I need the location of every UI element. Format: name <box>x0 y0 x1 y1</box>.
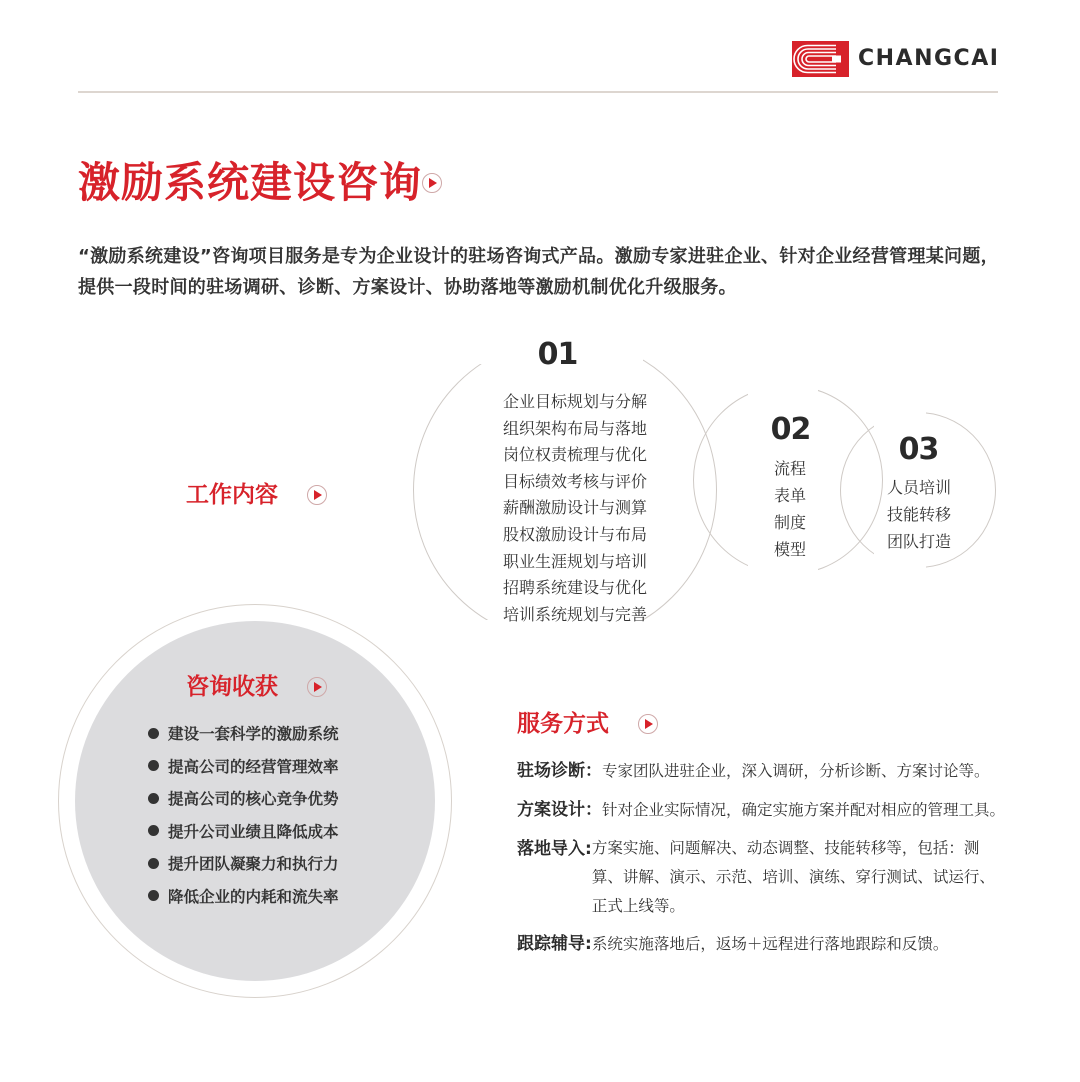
circle-number-03: 03 <box>898 432 939 467</box>
changcai-c-icon <box>792 41 849 77</box>
service-value: 针对企业实际情况，确定实施方案并配对相应的管理工具。 <box>602 801 1006 819</box>
bullet-icon <box>148 728 159 739</box>
list-item: 组织架构布局与落地 <box>502 418 647 438</box>
brand-logo-mark <box>792 41 849 77</box>
service-key: 落地导入: <box>517 839 592 859</box>
list-item: 团队打造 <box>886 532 951 551</box>
list-item: 岗位权责梳理与优化 <box>502 445 647 465</box>
list-item: 股权激励设计与布局 <box>502 524 647 544</box>
intro-paragraph: “激励系统建设”咨询项目服务是专为企业设计的驻场咨询式产品。激励专家进驻企业、针对企业经营管理某问题，提供一段时间的驻场调研、诊断、方案设计、协助落地等激励机制优化升级服务。 <box>78 246 999 298</box>
bullet-icon <box>148 793 159 804</box>
list-item: 技能转移 <box>886 505 951 524</box>
list-item: 提升公司业绩且降低成本 <box>148 815 408 848</box>
list-item: 提高公司的经营管理效率 <box>148 750 408 783</box>
list-item: 培训系统规划与完善 <box>502 604 647 624</box>
play-circle-icon <box>638 714 658 734</box>
list-item: 制度 <box>773 513 806 532</box>
harvest-list <box>148 717 408 912</box>
service-row <box>517 834 1007 921</box>
header-divider <box>78 91 998 93</box>
list-item: 招聘系统建设与优化 <box>502 578 647 598</box>
service-row <box>517 756 1007 787</box>
list-item: 薪酬激励设计与测算 <box>502 498 647 518</box>
service-key: 跟踪辅导: <box>517 934 592 954</box>
list-item: 提高公司的核心竞争优势 <box>148 782 408 815</box>
section-title-harvest: 咨询收获 <box>186 674 278 700</box>
service-value: 系统实施落地后，返场＋远程进行落地跟踪和反馈。 <box>591 935 949 953</box>
section-title-work-content: 工作内容 <box>186 482 278 508</box>
service-key: 方案设计： <box>517 800 602 820</box>
list-item: 模型 <box>773 540 806 559</box>
list-item: 职业生涯规划与培训 <box>502 551 647 571</box>
bullet-icon <box>148 858 159 869</box>
page-title: 激励系统建设咨询 <box>78 158 423 207</box>
ring-gap <box>874 552 926 572</box>
section-title-service-mode: 服务方式 <box>517 711 609 737</box>
play-circle-icon <box>422 173 442 193</box>
service-value: 专家团队进驻企业，深入调研，分析诊断、方案讨论等。 <box>602 762 990 780</box>
circle-02-list <box>760 455 820 563</box>
ring-gap <box>748 560 818 580</box>
list-item: 企业目标规划与分解 <box>502 392 647 411</box>
list-item: 表单 <box>773 486 806 505</box>
bullet-icon <box>148 890 159 901</box>
circle-01-list <box>480 389 670 628</box>
bullet-icon <box>148 825 159 836</box>
list-item: 流程 <box>773 459 806 478</box>
list-item: 建设一套科学的激励系统 <box>148 717 408 750</box>
ring-gap <box>748 380 818 400</box>
play-circle-icon <box>307 485 327 505</box>
circle-number-02: 02 <box>770 412 811 447</box>
service-key: 驻场诊断： <box>517 761 602 781</box>
brand-logo-text: CHANGCAI <box>858 46 1000 71</box>
ring-gap <box>874 408 926 428</box>
list-item: 提升团队凝聚力和执行力 <box>148 847 408 880</box>
circle-number-01: 01 <box>537 337 578 372</box>
service-row <box>517 929 1007 960</box>
list-item: 人员培训 <box>886 478 951 497</box>
list-item: 降低企业的内耗和流失率 <box>148 880 408 913</box>
list-item: 目标绩效考核与评价 <box>502 471 647 491</box>
play-circle-icon <box>307 677 327 697</box>
bullet-icon <box>148 760 159 771</box>
service-value: 方案实施、问题解决、动态调整、技能转移等，包括：测算、讲解、演示、示范、培训、演练、穿行测试、试运行、正式上线等。 <box>591 839 995 915</box>
circle-03-list <box>868 474 970 555</box>
service-mode-list <box>517 756 1007 968</box>
service-row <box>517 795 1007 826</box>
